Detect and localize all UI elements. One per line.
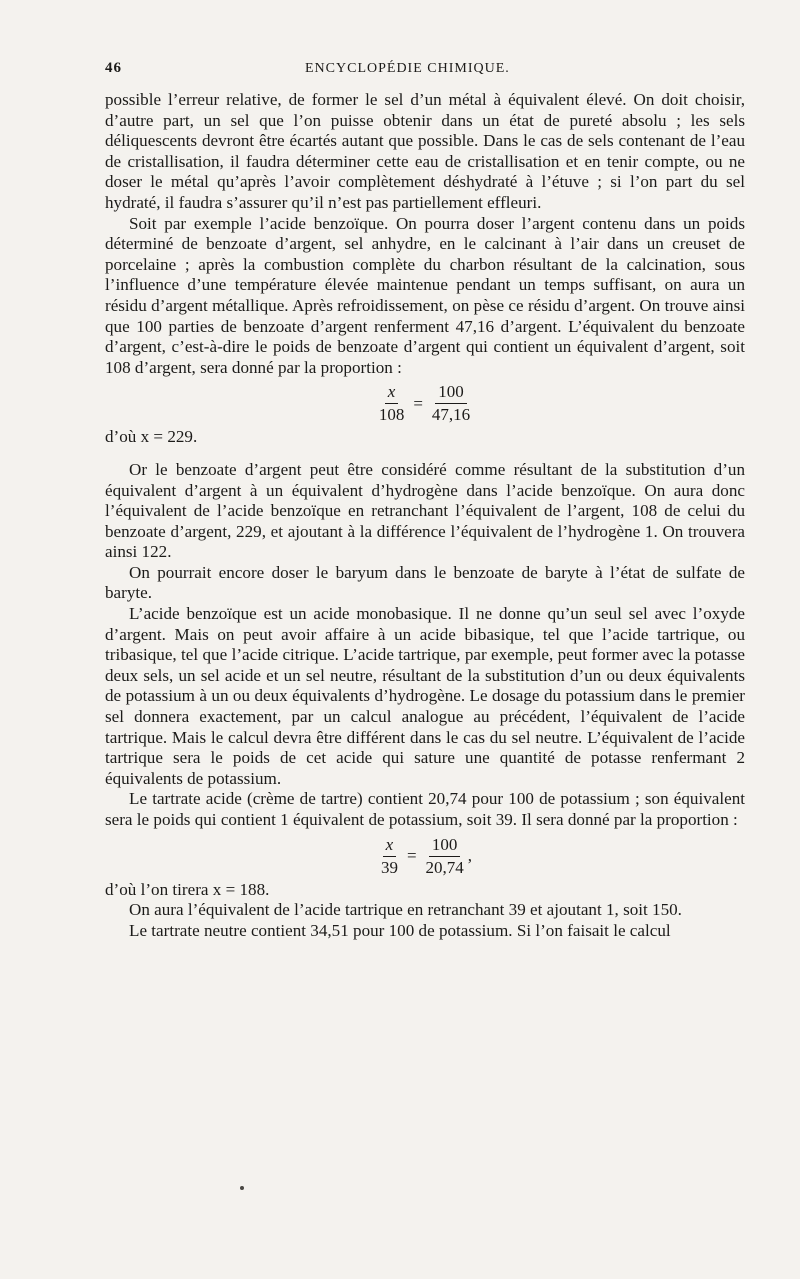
denominator: 20,74 [425,857,464,877]
paragraph-2: Soit par exemple l’acide benzoïque. On pourra doser l’argent contenu dans un poids déterminé de benzoate d’argent, sel anhydre, en le calcinant à l’air dans un creuset de porcelaine ; après la combustion complète du charbon résultant de la calcination, sous l’influence d’une température élevée maintenue pendant un temps suffisant, on aura un résidu d’argent métallique. Après refroidissement, on pèse ce résidu d’argent. On trouve ainsi que 100 parties de benzoate d’argent renferment 47,16 d’argent. L’équivalent du benzoate d’argent, c’est-à-dire le poids de benzoate d’argent qui contient un équivalent d’argent, soit 108 d’argent, sera donné par la proportion : [105,213,745,377]
paragraph-8: Le tartrate neutre contient 34,51 pour 100 de potassium. Si l’on faisait le calcul [129,920,671,940]
page-blemish-dot [240,1186,244,1190]
fraction-left [378,835,401,878]
page-header [105,60,745,88]
numerator: x [383,835,397,857]
page-number: 46 [105,60,122,76]
equation-1 [105,382,745,425]
fraction-right [429,382,473,425]
fraction-right [423,835,467,878]
denominator: 108 [378,405,405,425]
equals-sign: = [413,393,423,413]
denominator: 47,16 [431,405,471,425]
paragraph-6: Le tartrate acide (crème de tartre) contient 20,74 pour 100 de potassium ; son équivalent sera le poids qui contient 1 équivalent de potassium, soit 39. Il sera donné par la proportion : [105,789,745,829]
paragraph-7: On aura l’équivalent de l’acide tartrique en retranchant 39 et ajoutant 1, soit 150. [129,900,682,920]
equation-punctuation: , [467,845,473,865]
paragraph-4: On pourrait encore doser le baryum dans le benzoate de baryte à l’état de sulfate de baryte. [105,562,745,603]
numerator: 100 [435,382,467,404]
equation-2 [105,835,745,878]
paragraph-1: possible l’erreur relative, de former le sel d’un métal à équivalent élevé. On doit choisir, d’autre part, un sel que l’on puisse obtenir dans un état de pureté absolu ; les sels déliquescents devront être écartés autant que possible. Dans le cas de sels contenant de l’eau de cristallisation, il faudra déterminer cette eau de cristallisation et en tenir compte, ou ne doser le métal qu’après l’avoir complètement déshydraté à l’étuve ; si l’on part du sel hydraté, il faudra s’assurer qu’il n’est pas partiellement effleuri. [105,90,745,212]
result-line-2: d’où l’on tirera x = 188. [105,879,270,899]
fraction-left [376,382,408,425]
numerator: x [385,382,399,404]
denominator: 39 [380,857,398,877]
result-line-1: d’où x = 229. [105,427,198,447]
equals-sign: = [406,845,417,865]
numerator: 100 [429,835,461,857]
body-text [105,90,745,941]
paragraph-3: Or le benzoate d’argent peut être considéré comme résultant de la substitution d’un équivalent d’argent à un équivalent d’hydrogène dans l’acide benzoïque. On aura donc l’équivalent de l’acide benzoïque en retranchant l’équivalent de l’argent, 108 de celui du benzoate d’argent, 229, et ajoutant à la différence l’équivalent de l’hydrogène 1. On trouvera ainsi 122. [105,459,745,562]
paragraph-5: L’acide benzoïque est un acide monobasique. Il ne donne qu’un seul sel avec l’oxyde d’argent. Mais on peut avoir affaire à un acide bibasique, tel que l’acide tartrique, ou tribasique, tel que l’acide citrique. L’acide tartrique, par exemple, peut former avec la potasse deux sels, un sel acide et un sel neutre, résultant de la substitution d’un ou deux équivalents de potassium à un ou deux équivalents d’hydrogène. Le dosage du potassium dans le premier sel donnera exactement, par un calcul analogue au précédent, l’équivalent de l’acide tartrique. Mais le calcul devra être différent dans le cas du sel neutre. L’équivalent de l’acide tartrique sera le poids de cet acide qui sature une quantité de potasse renfermant 2 équivalents de potassium. [105,604,745,788]
running-title: ENCYCLOPÉDIE CHIMIQUE. [305,61,510,76]
